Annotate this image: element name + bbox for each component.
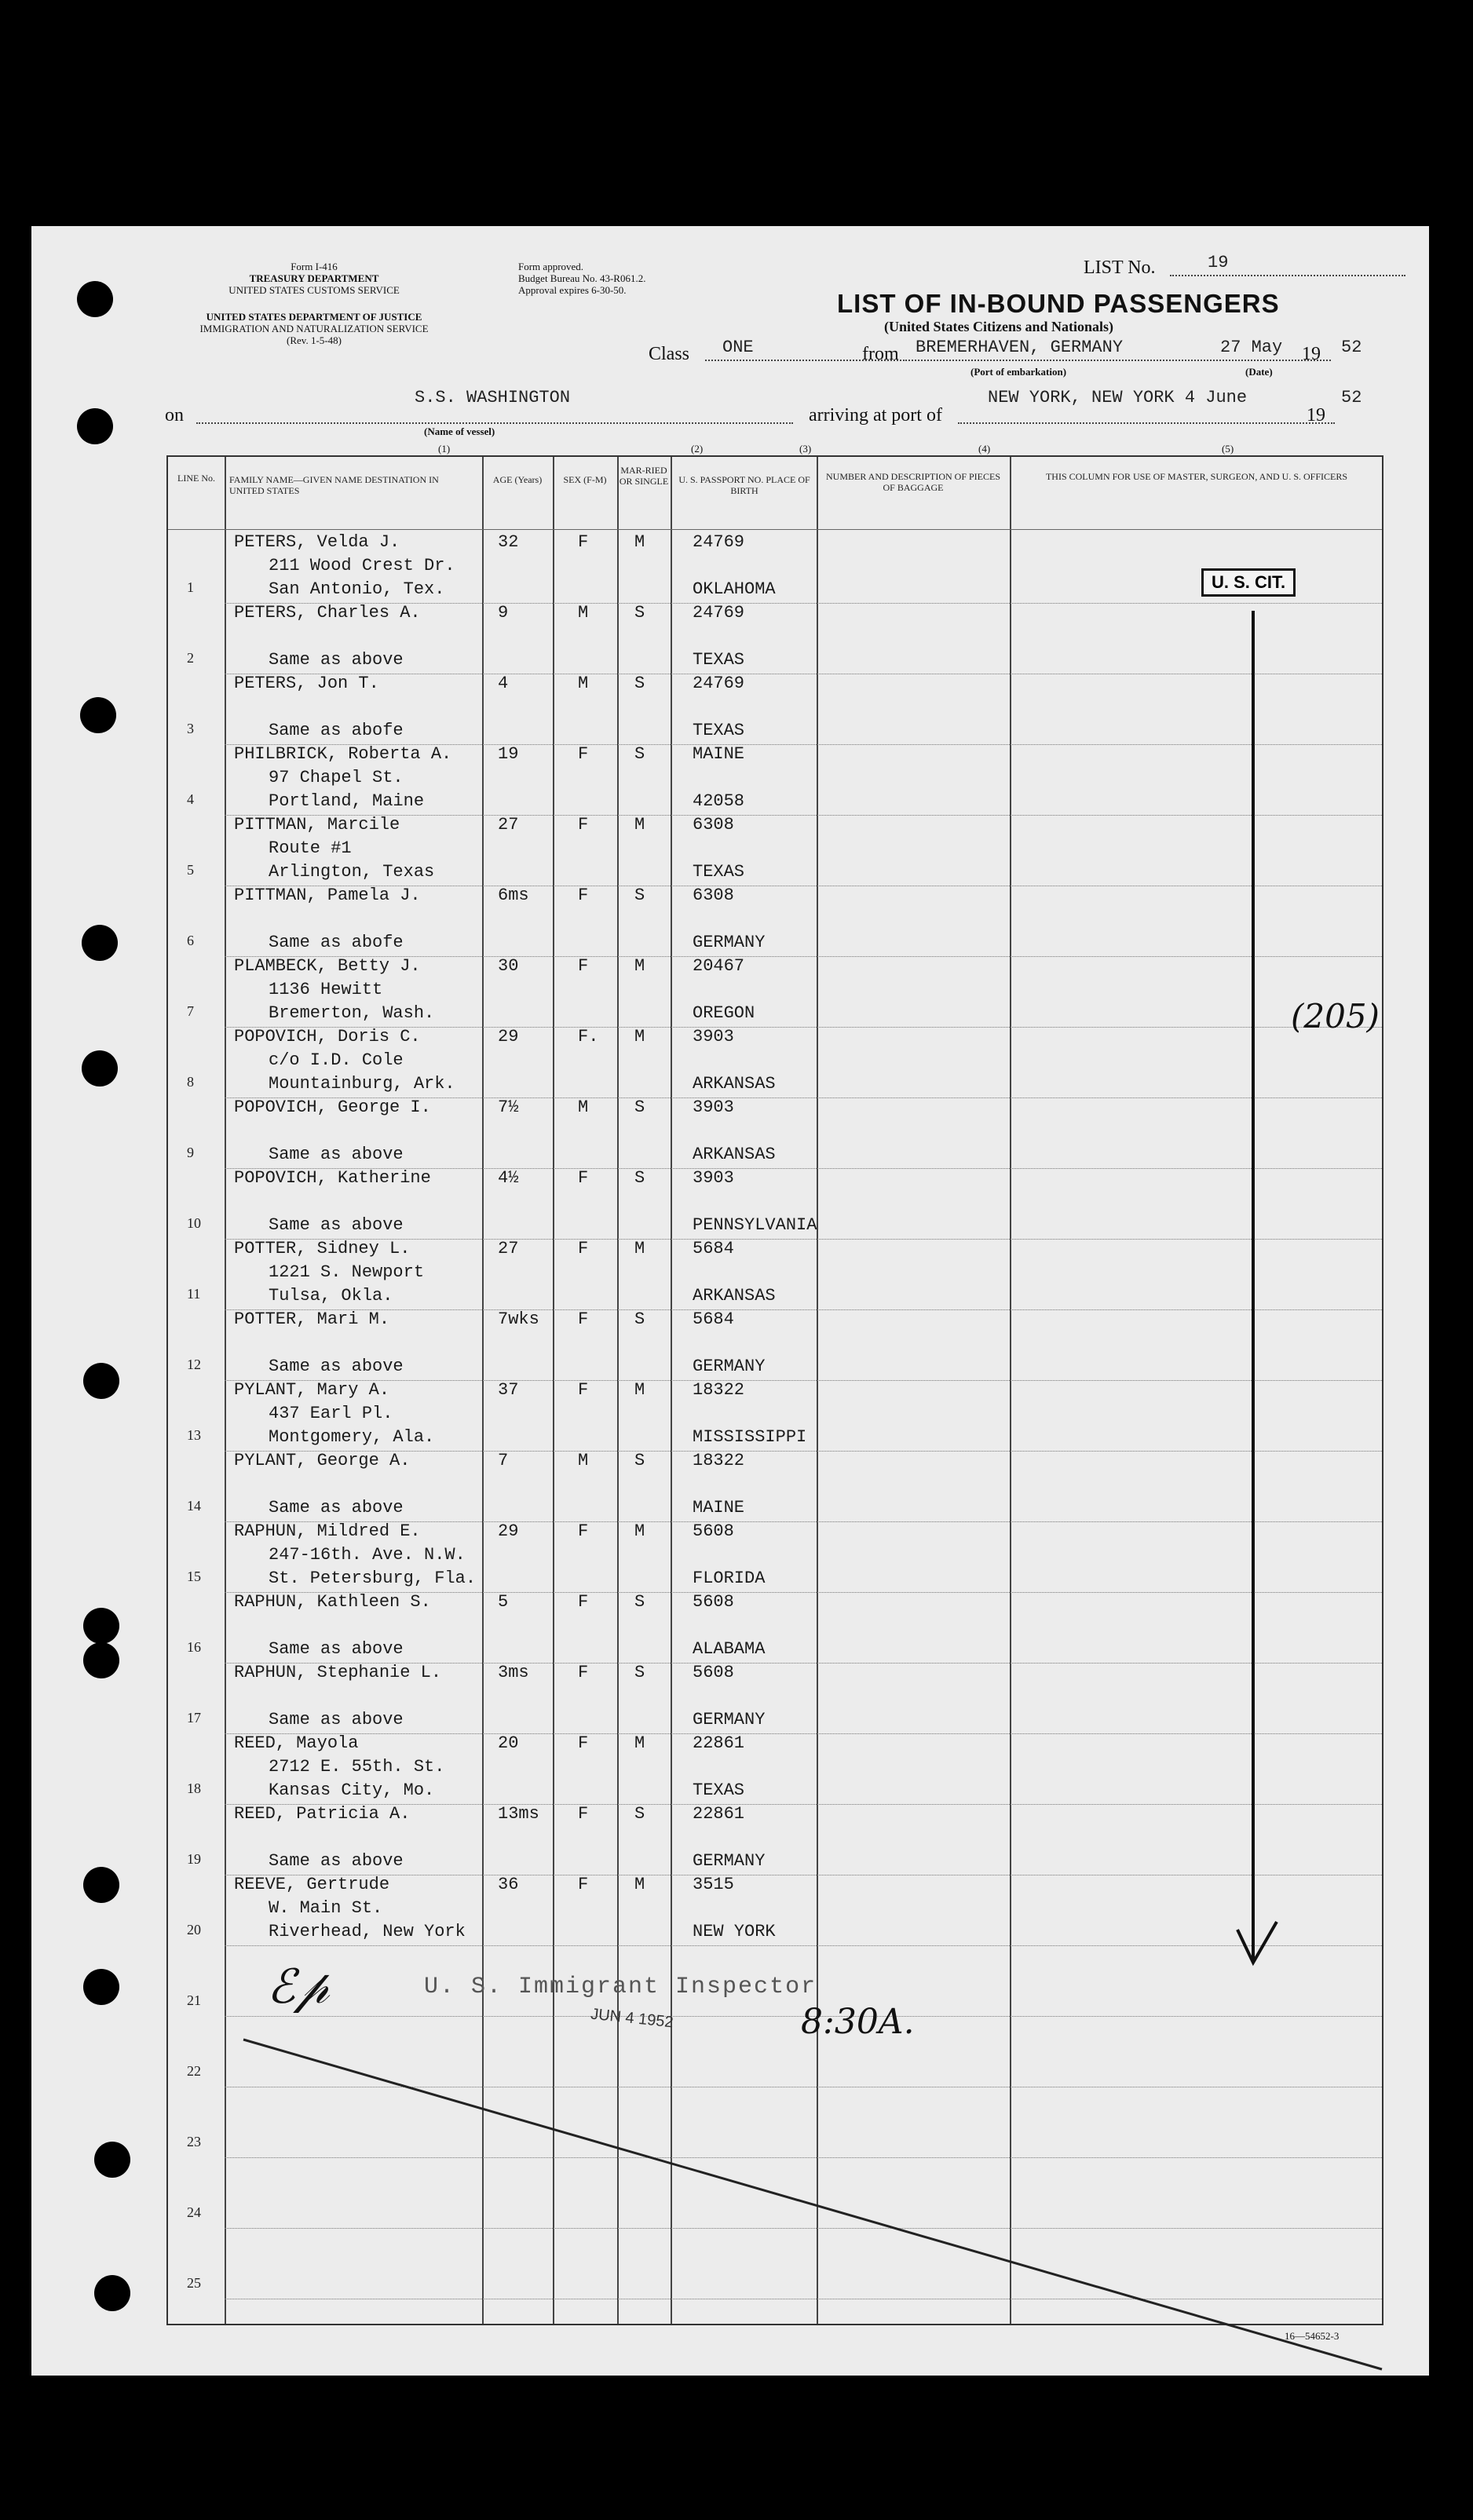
passenger-marital: S [634,1804,645,1824]
inspection-time: 8:30A. [801,2002,915,2042]
arrival-port: NEW YORK, NEW YORK 4 June [988,388,1248,407]
passenger-marital: S [634,1309,645,1329]
vessel-caption: (Name of vessel) [424,425,495,437]
passenger-marital: S [634,1451,645,1470]
passenger-name: PITTMAN, Pamela J. [234,886,421,905]
line-number: 5 [187,862,194,878]
passenger-marital: M [634,1027,645,1046]
birthplace: TEXAS [693,721,745,740]
header-sex: SEX (F-M) [563,474,607,485]
passport-number: 22861 [693,1733,745,1753]
passenger-age: 27 [498,1239,519,1258]
passenger-address-2: Same as abofe [269,721,404,740]
passenger-sex: M [578,603,589,623]
birthplace: MISSISSIPPI [693,1427,807,1447]
passenger-marital: M [634,956,645,976]
passenger-age: 37 [498,1380,519,1400]
passenger-sex: F [578,1875,589,1894]
passenger-age: 13ms [498,1804,539,1824]
line-number: 11 [187,1286,201,1302]
document-subtitle: (United States Citizens and Nationals) [884,319,1114,334]
passenger-name: PYLANT, George A. [234,1451,411,1470]
passenger-age: 32 [498,532,519,552]
birthplace: ARKANSAS [693,1074,776,1094]
class-value: ONE [722,338,754,357]
from-year: 52 [1341,338,1362,357]
passenger-sex: M [578,1097,589,1117]
passenger-name: PYLANT, Mary A. [234,1380,390,1400]
passport-number: MAINE [693,744,745,764]
passenger-sex: F [578,1733,589,1753]
line-number: 9 [187,1145,194,1160]
passenger-name: RAPHUN, Kathleen S. [234,1592,431,1612]
birthplace: GERMANY [693,1851,766,1871]
passenger-marital: S [634,674,645,693]
passenger-address-2: Riverhead, New York [269,1922,466,1941]
passenger-address-1: 437 Earl Pl. [269,1404,393,1423]
passenger-name: REEVE, Gertrude [234,1875,390,1894]
passport-number: 3903 [693,1097,734,1117]
header-baggage: NUMBER AND DESCRIPTION OF PIECES OF BAGGAGE [825,471,1001,493]
line-number: 1 [187,579,194,595]
passenger-marital: M [634,1380,645,1400]
col-number: (1) [438,443,451,455]
passenger-age: 5 [498,1592,509,1612]
line-number: 22 [187,2063,201,2079]
passenger-sex: F [578,1521,589,1541]
passenger-sex: F. [578,1027,599,1046]
passenger-age: 30 [498,956,519,976]
line-number: 13 [187,1427,201,1443]
passport-number: 3903 [693,1027,734,1046]
passenger-age: 7 [498,1451,509,1470]
passenger-address-2: Same as above [269,1357,404,1376]
passport-number: 22861 [693,1804,745,1824]
passenger-marital: S [634,603,645,623]
header-passport: U. S. PASSPORT NO. PLACE OF BIRTH [678,474,810,496]
passenger-address-2: Bremerton, Wash. [269,1003,435,1023]
passenger-marital: S [634,1097,645,1117]
passenger-address-2: San Antonio, Tex. [269,579,445,599]
passenger-name: PETERS, Charles A. [234,603,421,623]
passenger-address-2: St. Petersburg, Fla. [269,1569,477,1588]
passenger-name: REED, Patricia A. [234,1804,411,1824]
birthplace: NEW YORK [693,1922,776,1941]
passport-number: 20467 [693,956,745,976]
passenger-age: 19 [498,744,519,764]
passenger-marital: S [634,1592,645,1612]
passenger-sex: F [578,744,589,764]
passenger-name: PITTMAN, Marcile [234,815,400,835]
birthplace: 42058 [693,791,745,811]
passenger-address-2: Kansas City, Mo. [269,1780,435,1800]
col-number: (4) [978,443,991,455]
passport-number: 5684 [693,1309,734,1329]
passenger-age: 3ms [498,1663,529,1682]
from-port: BREMERHAVEN, GERMANY [916,338,1124,357]
birthplace: FLORIDA [693,1569,766,1588]
passenger-age: 9 [498,603,509,623]
birthplace: OKLAHOMA [693,579,776,599]
birthplace: ARKANSAS [693,1145,776,1164]
line-number: 10 [187,1215,201,1231]
passenger-marital: M [634,1239,645,1258]
passenger-address-2: Tulsa, Okla. [269,1286,393,1306]
port-caption: (Port of embarkation) [970,366,1067,378]
passenger-name: POTTER, Sidney L. [234,1239,411,1258]
passport-number: 18322 [693,1380,745,1400]
passenger-name: POPOVICH, Katherine [234,1168,431,1188]
passenger-address-2: Same as above [269,1498,404,1517]
passenger-marital: S [634,1168,645,1188]
vessel-name: S.S. WASHINGTON [415,388,571,407]
passenger-name: PLAMBECK, Betty J. [234,956,421,976]
passenger-name: POPOVICH, George I. [234,1097,431,1117]
passport-number: 5608 [693,1521,734,1541]
passenger-marital: M [634,1521,645,1541]
passenger-address-2: Montgomery, Ala. [269,1427,435,1447]
passport-number: 24769 [693,532,745,552]
passenger-address-2: Portland, Maine [269,791,425,811]
col-number: (5) [1222,443,1234,455]
passport-number: 24769 [693,674,745,693]
passport-number: 3515 [693,1875,734,1894]
department-block: UNITED STATES DEPARTMENT OF JUSTICE IMMIGRATION AND NATURALIZATION SERVICE (Rev. 1-5-48) [199,311,429,346]
birthplace: TEXAS [693,1780,745,1800]
passenger-sex: F [578,1168,589,1188]
passenger-address-2: Arlington, Texas [269,862,435,882]
passenger-address-2: Mountainburg, Ark. [269,1074,455,1094]
date-caption: (Date) [1245,366,1273,378]
col-number: (2) [691,443,704,455]
passenger-address-1: 1221 S. Newport [269,1262,425,1282]
passenger-age: 7wks [498,1309,539,1329]
us-citizen-stamp: U. S. CIT. [1201,568,1296,597]
birthplace: ALABAMA [693,1639,766,1659]
birthplace: GERMANY [693,1710,766,1729]
passenger-sex: F [578,1663,589,1682]
passport-number: 3903 [693,1168,734,1188]
approval-block: Form approved. Budget Bureau No. 43-R061.2. Approval expires 6-30-50. [518,261,646,296]
line-number: 12 [187,1357,201,1372]
manifest-page [31,226,1429,2376]
passenger-count: (205) [1291,997,1380,1035]
line-number: 25 [187,2275,201,2291]
passenger-sex: F [578,886,589,905]
line-number: 16 [187,1639,201,1655]
passenger-sex: F [578,1239,589,1258]
passenger-age: 7½ [498,1097,519,1117]
passenger-age: 4 [498,674,509,693]
passenger-address-2: Same as above [269,1215,404,1235]
inspector-signature: ℰ𝓅 [267,1959,330,2014]
birthplace: TEXAS [693,650,745,670]
list-no-value: 19 [1208,253,1229,272]
passenger-marital: S [634,886,645,905]
passport-number: 6308 [693,815,734,835]
passenger-address-1: W. Main St. [269,1898,383,1918]
line-number: 23 [187,2134,201,2149]
passenger-name: POPOVICH, Doris C. [234,1027,421,1046]
passenger-sex: M [578,674,589,693]
passenger-age: 29 [498,1027,519,1046]
birthplace: GERMANY [693,933,766,952]
document-title: LIST OF IN-BOUND PASSENGERS [837,289,1280,318]
list-no-label: LIST No. [1084,257,1156,278]
passenger-sex: F [578,956,589,976]
line-number: 17 [187,1710,201,1726]
col-number: (3) [799,443,812,455]
passport-number: 18322 [693,1451,745,1470]
passenger-address-1: 2712 E. 55th. St. [269,1757,445,1777]
passenger-name: PETERS, Velda J. [234,532,400,552]
passenger-sex: F [578,1309,589,1329]
passenger-age: 36 [498,1875,519,1894]
passenger-address-2: Same as above [269,1145,404,1164]
passenger-age: 4½ [498,1168,519,1188]
passenger-sex: M [578,1451,589,1470]
arriving-label: arriving at port of [809,405,942,425]
passenger-name: RAPHUN, Mildred E. [234,1521,421,1541]
passenger-sex: F [578,532,589,552]
passenger-age: 27 [498,815,519,835]
line-number: 15 [187,1569,201,1584]
line-number: 20 [187,1922,201,1937]
line-number: 8 [187,1074,194,1090]
passenger-sex: F [578,1380,589,1400]
passenger-sex: F [578,1804,589,1824]
passenger-age: 29 [498,1521,519,1541]
header-age: AGE (Years) [492,474,543,485]
line-number: 18 [187,1780,201,1796]
passenger-marital: S [634,1663,645,1682]
inspector-title: U. S. Immigrant Inspector [424,1974,817,2000]
header-married: MAR-RIED OR SINGLE [619,465,669,487]
passenger-age: 6ms [498,886,529,905]
passenger-address-1: 97 Chapel St. [269,768,404,787]
header-officers: THIS COLUMN FOR USE OF MASTER, SURGEON, AND U. S. OFFICERS [1045,471,1348,482]
line-number: 14 [187,1498,201,1514]
birthplace: PENNSYLVANIA [693,1215,817,1235]
passenger-name: PETERS, Jon T. [234,674,379,693]
from-date: 27 May [1220,338,1283,357]
passenger-marital: S [634,744,645,764]
passenger-marital: M [634,1875,645,1894]
line-number: 21 [187,1992,201,2008]
passenger-marital: M [634,532,645,552]
passenger-name: RAPHUN, Stephanie L. [234,1663,442,1682]
passenger-age: 20 [498,1733,519,1753]
line-number: 4 [187,791,194,807]
header-name: FAMILY NAME—GIVEN NAME DESTINATION IN UNITED STATES [229,474,439,496]
on-label: on [165,405,184,425]
passport-number: 5608 [693,1592,734,1612]
passenger-address-1: c/o I.D. Cole [269,1050,404,1070]
arrival-year: 52 [1341,388,1362,407]
passenger-address-2: Same as abofe [269,933,404,952]
passenger-address-1: 1136 Hewitt [269,980,383,999]
passenger-sex: F [578,815,589,835]
birthplace: MAINE [693,1498,745,1517]
birthplace: TEXAS [693,862,745,882]
line-number: 3 [187,721,194,736]
birthplace: OREGON [693,1003,755,1023]
birthplace: ARKANSAS [693,1286,776,1306]
passport-number: 5684 [693,1239,734,1258]
passenger-marital: M [634,815,645,835]
line-number: 24 [187,2204,201,2220]
line-number: 6 [187,933,194,948]
inspection-date-stamp: JUN 4 1952 [590,2005,674,2032]
passenger-name: POTTER, Mari M. [234,1309,390,1329]
from-year-prefix: 19 [1302,344,1321,364]
passport-number: 24769 [693,603,745,623]
passenger-address-1: Route #1 [269,838,352,858]
arrival-year-prefix: 19 [1307,405,1325,425]
passenger-name: REED, Mayola [234,1733,359,1753]
birthplace: GERMANY [693,1357,766,1376]
line-number: 7 [187,1003,194,1019]
passenger-marital: M [634,1733,645,1753]
passenger-name: PHILBRICK, Roberta A. [234,744,452,764]
from-label: from [862,344,899,364]
line-number: 19 [187,1851,201,1867]
header-line-no: LINE No. [177,473,215,484]
passport-number: 5608 [693,1663,734,1682]
passenger-address-2: Same as above [269,650,404,670]
footer-code: 16—54652-3 [1285,2330,1340,2342]
passenger-address-2: Same as above [269,1710,404,1729]
class-label: Class [649,344,690,364]
passenger-address-2: Same as above [269,1639,404,1659]
passenger-address-1: 247-16th. Ave. N.W. [269,1545,466,1565]
passenger-address-1: 211 Wood Crest Dr. [269,556,455,575]
passenger-sex: F [578,1592,589,1612]
form-number-block: Form I-416 TREASURY DEPARTMENT UNITED STATES CUSTOMS SERVICE [228,261,400,296]
passenger-address-2: Same as above [269,1851,404,1871]
line-number: 2 [187,650,194,666]
passport-number: 6308 [693,886,734,905]
verification-arrow [31,226,1429,2376]
